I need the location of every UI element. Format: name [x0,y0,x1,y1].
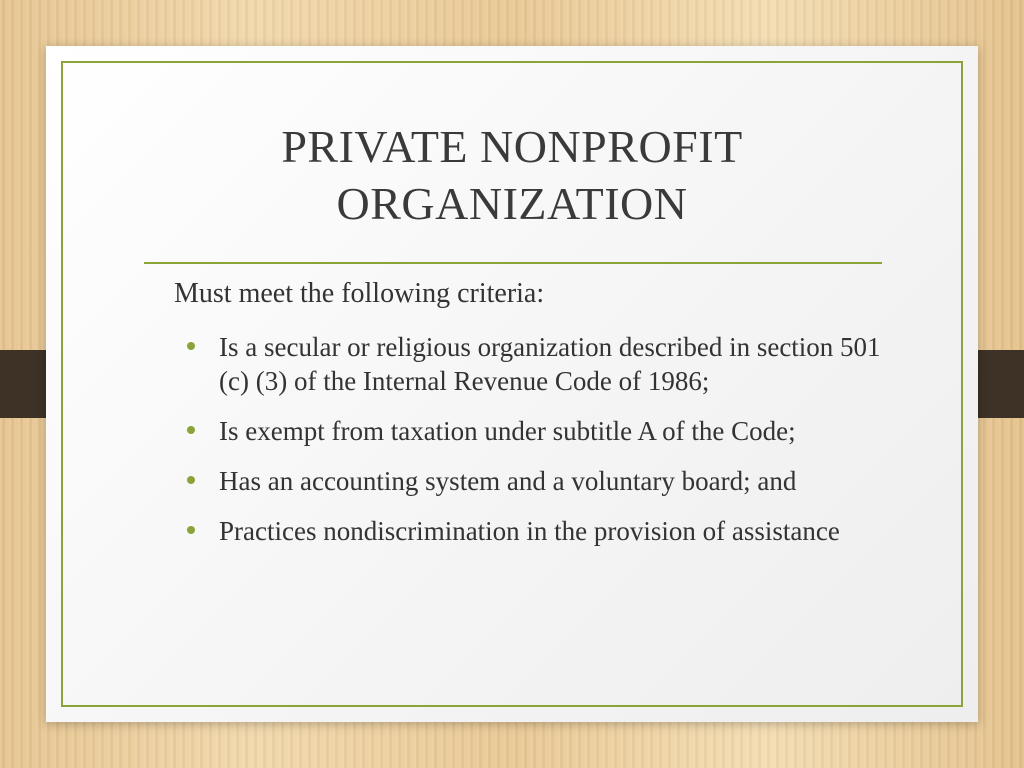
criteria-item-text: Practices nondiscrimination in the provision of assistance [219,516,840,546]
slide-title [46,118,978,232]
criteria-item-text: Is exempt from taxation under subtitle A of the Code; [219,416,796,446]
bullet-icon [187,342,195,350]
criteria-list [174,330,914,564]
criteria-item [174,514,914,548]
criteria-item-text: Has an accounting system and a voluntary board; and [219,466,797,496]
right-band-decoration [978,350,1024,418]
slide-card [46,46,978,722]
title-divider [144,262,882,264]
criteria-item [174,330,914,398]
criteria-item [174,414,914,448]
slide-title-line-2: ORGANIZATION [336,178,688,229]
left-band-decoration [0,350,46,418]
criteria-item-text: Is a secular or religious organization described in section 501 (c) (3) of the Internal Revenue Code of 1986; [219,332,881,396]
bullet-icon [187,426,195,434]
criteria-item [174,464,914,498]
slide-title-line-1: PRIVATE NONPROFIT [281,121,743,172]
bullet-icon [187,476,195,484]
bullet-icon [187,526,195,534]
criteria-intro: Must meet the following criteria: [174,278,545,309]
